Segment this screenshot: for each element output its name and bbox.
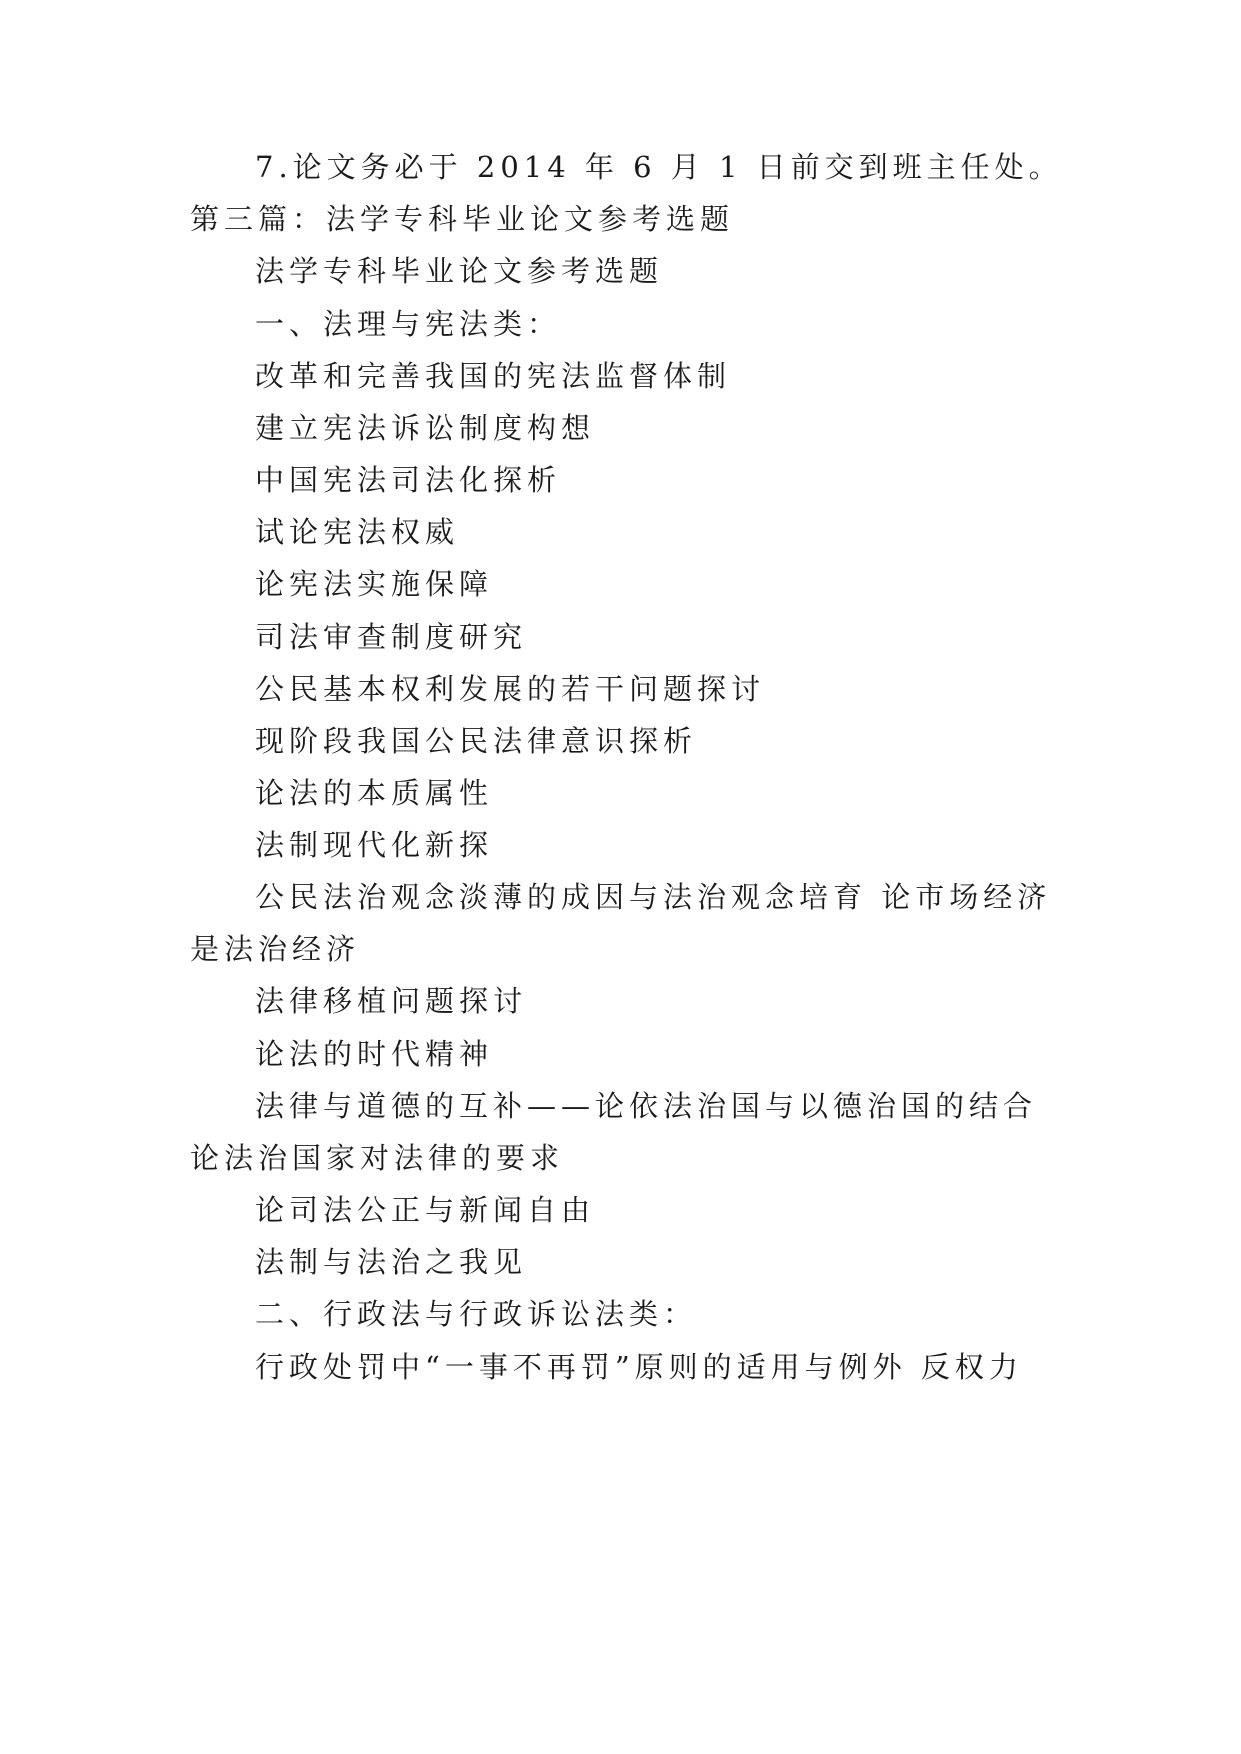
topic-item-continuation: 论法治国家对法律的要求 (190, 1141, 565, 1175)
topic-item: 公民法治观念淡薄的成因与法治观念培育 论市场经济 (255, 880, 1052, 914)
topic-item-continuation: 是法治经济 (190, 932, 361, 966)
topic-item: 法制与法治之我见 (255, 1245, 528, 1279)
category-heading-2: 二、行政法与行政诉讼法类： (255, 1297, 698, 1331)
topic-item: 试论宪法权威 (255, 515, 460, 549)
topic-item: 改革和完善我国的宪法监督体制 (255, 359, 732, 393)
topic-item: 行政处罚中“一事不再罚”原则的适用与例外 反权力 (255, 1350, 1023, 1384)
document-subtitle: 法学专科毕业论文参考选题 (255, 254, 664, 288)
topic-item: 建立宪法诉讼制度构想 (255, 411, 596, 445)
topic-item: 公民基本权利发展的若干问题探讨 (255, 672, 766, 706)
topic-item: 法律移植问题探讨 (255, 984, 528, 1018)
section-heading: 第三篇：法学专科毕业论文参考选题 (190, 202, 735, 236)
topic-item: 法律与道德的互补——论依法治国与以德治国的结合 (255, 1089, 1038, 1123)
topic-item: 现阶段我国公民法律意识探析 (255, 724, 698, 758)
topic-item: 论宪法实施保障 (255, 567, 494, 601)
topic-item: 法制现代化新探 (255, 828, 494, 862)
topic-item: 论法的时代精神 (255, 1037, 494, 1071)
topic-item: 论司法公正与新闻自由 (255, 1193, 596, 1227)
topic-item: 论法的本质属性 (255, 776, 494, 810)
topic-item: 中国宪法司法化探析 (255, 463, 562, 497)
category-heading-1: 一、法理与宪法类： (255, 307, 562, 341)
paragraph-submission-deadline: 7.论文务必于 2014 年 6 月 1 日前交到班主任处。 (255, 150, 1063, 184)
topic-item: 司法审查制度研究 (255, 620, 528, 654)
